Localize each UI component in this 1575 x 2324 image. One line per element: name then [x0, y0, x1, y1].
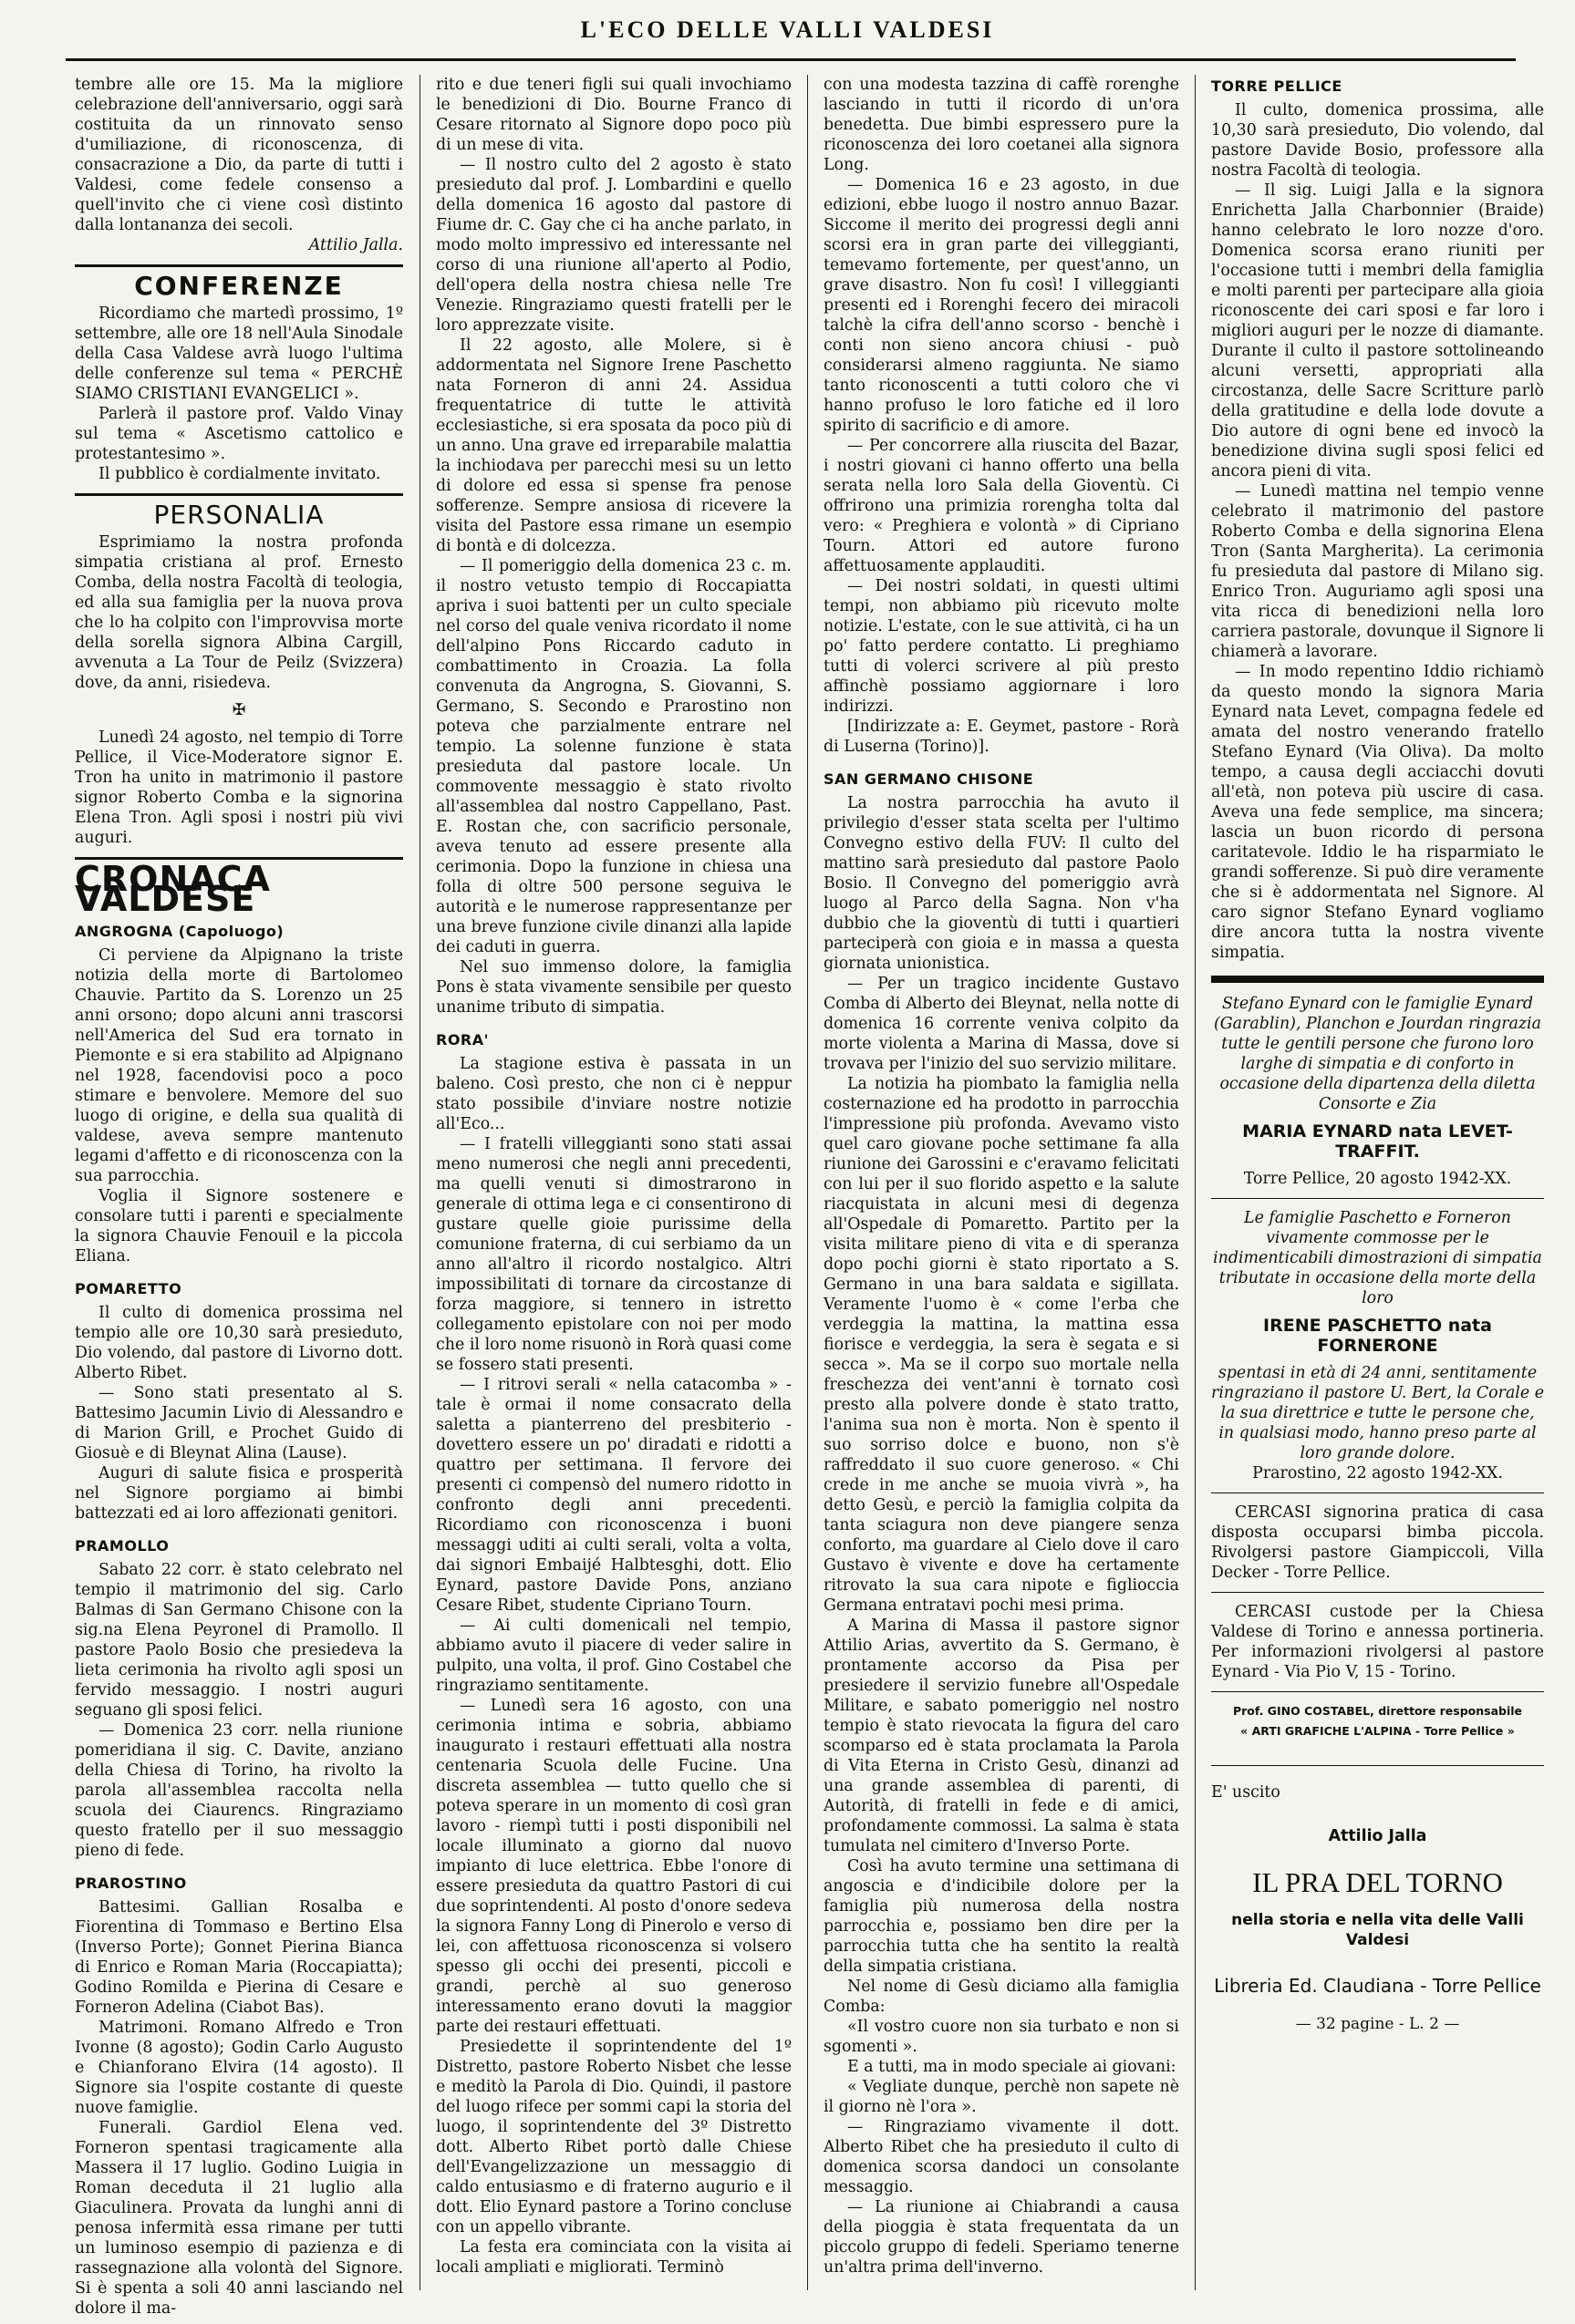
- paragraph: Lunedì 24 agosto, nel tempio di Torre Pellice, il Vice-Moderatore signor E. Tron ha unito in matrimonio il pastore signor Roberto Comba e la signorina Elena Tron. Agli sposi i nostri più vivi auguri.: [75, 728, 403, 847]
- book-publisher: Libreria Ed. Claudiana - Torre Pellice: [1214, 1975, 1541, 1997]
- notice-date: Prarostino, 22 agosto 1942-XX.: [1252, 1464, 1503, 1482]
- paragraph: La nostra parrocchia ha avuto il privilegio d'esser stata scelta per l'ultimo Convegno estivo della FUV: Il culto del mattino sarà presieduto dal pastore Paolo Bosio. Il Convegno del pomeriggio avrà luogo al Parco della Sagna. Non v'ha dubbio che la gioventù di tutti i quartieri parteciperà con gioia e in massa a questa giornata unionistica.: [824, 794, 1179, 973]
- cross-icon: ✠: [232, 701, 246, 719]
- notice-name: IRENE PASCHETTO nata FORNERONE: [1263, 1316, 1492, 1356]
- paragraph: [Indirizzate a: E. Geymet, pastore - Rorà di Luserna (Torino)].: [824, 718, 1179, 756]
- imprint-printer: « ARTI GRAFICHE L'ALPINA - Torre Pellice »: [1240, 1724, 1515, 1738]
- paragraph: Il culto di domenica prossima nel tempio alle ore 10,30 sarà presieduto, Dio volendo, dal pastore di Livorno dott. Alberto Ribet.: [75, 1304, 403, 1382]
- rule: [75, 493, 403, 496]
- paragraph: Nel nome di Gesù diciamo alla famiglia Comba:: [824, 1978, 1179, 2016]
- notice-date: Torre Pellice, 20 agosto 1942-XX.: [1243, 1170, 1512, 1188]
- paragraph: Il pubblico è cordialmente invitato.: [98, 465, 381, 483]
- paragraph: — Il pomeriggio della domenica 23 c. m. il nostro vetusto tempio di Roccapiatta apriva i suoi battenti per un culto speciale nel corso del quale veniva ricordato il nome dell'alpino Pons Riccardo caduto in combattimento in Croazia. La folla convenuta da Angrogna, S. Giovanni, S. Germano, S. Secondo e Prarostino non poteva che parzialmente entrare nel tempio. La solenne funzione è stata presieduta dal pastore locale. Un commovente messaggio è stato rivolto all'assemblea dal nostro Cappellano, Past. E. Rostan che, con sacrificio personale, aveva tenuto ad essere presente alla cerimonia. Dopo la funzione in chiesa una folla di oltre 500 persone seguiva le autorità e le numerose rappresentanze per una breve funzione civile dinanzi alla lapide dei caduti in guerra.: [436, 557, 792, 956]
- paragraph: Parlerà il pastore prof. Valdo Vinay sul tema « Ascetismo cattolico e protestantesimo ».: [75, 405, 403, 463]
- paragraph: — I ritrovi serali « nella catacomba » - tale è ormai il nome consacrato della saletta a pianterreno del presbiterio - dovettero essere un po' diradati e ridotti a quattro per settimana. Il fervore dei presenti ci compensò del numero ridotto in confronto degli anni precedenti. Ricordiamo con riconoscenza i buoni messaggi uditi ai culti serali, volta a volta, dai signori Embaijé Halbtesghi, dott. Elio Eynard, pastore Davide Pons, anziano Cesare Ribet, studente Cipriano Tourn.: [436, 1376, 792, 1615]
- column-divider: [807, 75, 808, 2290]
- paragraph: « Vegliate dunque, perchè non sapete nè il giorno nè l'ora ».: [824, 2078, 1179, 2116]
- paragraph: Funerali. Gardiol Elena ved. Forneron spentasi tragicamente alla Massera il 17 luglio. Godino Luigia in Roman deceduta il 21 luglio alla Giaculinera. Provata da lunghi anni di penosa infermità essa rimane per tutti un luminoso esempio di pazienza e di rassegnazione alla volontà del Signore. Si è spenta a soli 40 anni lasciando nel dolore il ma-: [75, 2119, 403, 2318]
- paragraph: Sabato 22 corr. è stato celebrato nel tempio il matrimonio del sig. Carlo Balmas di San Germano Chisone con la sig.na Elena Peyronel di Pramollo. Il pastore Paolo Bosio che presiedeva la lieta cerimonia ha rivolto agli sposi un fervido messaggio. I nostri auguri seguano gli sposi felici.: [75, 1561, 403, 1720]
- thanks-notice-eynard: [1211, 994, 1544, 1189]
- rule: [1211, 1198, 1544, 1199]
- paragraph: — Lunedì mattina nel tempio venne celebrato il matrimonio del pastore Roberto Comba e della signorina Elena Tron (Santa Margherita). La cerimonia fu presieduta dal pastore di Milano sig. Enrico Tron. Auguriamo agli sposi una vita ricca di benedizioni nella loro carriera pastorale, dovunque il Signore li chiamerà a lavorare.: [1211, 482, 1544, 661]
- paragraph: — Ai culti domenicali nel tempio, abbiamo avuto il piacere di veder salire in pulpito, una volta, il prof. Gino Costabel che ringraziamo sentitamente.: [436, 1616, 792, 1695]
- paragraph: La notizia ha piombato la famiglia nella costernazione ed ha prodotto in parrocchia l'impressione più profonda. Avevamo visto quel caro giovane poche settimane fa alla riunione dei Garossini e c'eravamo felicitati con lui per il suo florido aspetto e la salute riacquistata in alcuni mesi di degenza all'Ospedale di Pomaretto. Partito per la visita militare pieno di vita e di speranza dopo pochi giorni è stato riportato a S. Germano in una bara saldata e sigillata. Veramente l'uomo è « come l'erba che verdeggia la mattina, la mattina essa fiorisce e verdeggia, la sera è segata e si secca ». Ma se il corpo suo mortale nella freschezza dei vent'anni è tornato così presto alla polvere donde è stato tratto, l'anima sua non è morta. Non è spento il suo sorriso dolce e buono, non s'è raffreddato il suo cuore generoso. « Chi crede in me anche se muoia vivrà », ha detto Gesù, e perciò la famiglia colpita da tanta sciagura non deve piangere senza conforto, ma guardare al Cielo dove il caro Gustavo è vivente e dove ha certamente ritrovato la sua cara nipote e figlioccia Germana entratavi pochi mesi prima.: [824, 1075, 1179, 1615]
- notice-text: Le famiglie Paschetto e Forneron vivamente commosse per le indimenticabili dimostrazioni di simpatia tributate in occasione della morte della loro: [1213, 1209, 1542, 1307]
- classified-ad: CERCASI signorina pratica di casa disposta occuparsi bimba piccola. Rivolgersi pastore Giampiccoli, Villa Decker - Torre Pellice.: [1211, 1503, 1544, 1582]
- paragraph: Ricordiamo che martedì prossimo, 1º settembre, alle ore 18 nell'Aula Sinodale della Casa Valdese avrà luogo l'ultima delle conferenze sul tema « PERCHÈ SIAMO CRISTIANI EVANGELICI ».: [75, 305, 403, 403]
- paragraph: E a tutti, ma in modo speciale ai giovani:: [847, 2058, 1176, 2076]
- column-4: [1211, 75, 1544, 2299]
- masthead-rule: [66, 58, 1516, 61]
- book-ad-intro: E' uscito: [1211, 1783, 1280, 1802]
- column-divider: [1195, 75, 1196, 2290]
- imprint-director: Prof. GINO COSTABEL, direttore responsabile: [1232, 1704, 1523, 1718]
- paragraph: — I fratelli villeggianti sono stati assai meno numerosi che negli anni precedenti, ma quelli venuti si dimostrarono in generale di ottima lega e ci consentirono di gustare quelle gioie purissime della comunione fraterna, di cui serbiamo da un anno all'altro il ricordo nostalgico. Altri impossibilitati di tornare da circostanze di forza maggiore, si tennero in istretto collegamento epistolare con noi per modo che il loro nome risuonò in Rorà quasi come se fossero stati presenti.: [436, 1135, 792, 1374]
- paragraph: — Per concorrere alla riuscita del Bazar, i nostri giovani ci hanno offerto una bella serata nella loro Sala della Gioventù. Ci offrirono una primizia rorengha tolta dal vero: « Preghiera e volontà » di Cipriano Tourn. Attori ed autore furono affettuosamente applauditi.: [824, 437, 1179, 575]
- column-3: [824, 75, 1179, 2299]
- paragraph: — Domenica 16 e 23 agosto, in due edizioni, ebbe luogo il nostro annuo Bazar. Siccome il merito dei progressi degli anni scorsi era in gran parte dei villeggianti, temevamo fortemente, per quest'anno, un grave disastro. Non fu così! I villeggianti presenti ed i Rorenghi fecero dei miracoli talchè la cifra dell'anno scorso - benchè i conti non sieno ancora chiusi - può considerarsi almeno raggiunta. Ne siamo tanto riconoscenti a tutti coloro che vi hanno profuso le loro fatiche ed il loro spirito di sacrificio e di amore.: [824, 176, 1179, 435]
- intro-paragraph: tembre alle ore 15. Ma la migliore celebrazione dell'anniversario, oggi sarà costituita da un rinnovato senso d'umiliazione, di riconoscenza, di consacrazione a Dio, da parte di tutti i Valdesi, come fedele consenso a quell'invito che ci viene così distinto dalla lontananza dei secoli.: [75, 76, 403, 234]
- paragraph: rito e due teneri figli sui quali invochiamo le benedizioni di Dio. Bourne Franco di Cesare ritornato al Signore dopo poco più di un mese di vita.: [436, 76, 792, 154]
- rule: [1211, 976, 1544, 983]
- paragraph: — Per un tragico incidente Gustavo Comba di Alberto dei Bleynat, nella notte di domenica 16 corrente veniva colpito da morte violenta a Marina di Massa, dove si trovava per l'inizio del suo servizio militare.: [824, 975, 1179, 1073]
- paragraph: La festa era cominciata con la visita ai locali ampliati e migliorati. Terminò: [436, 2238, 792, 2277]
- paragraph: Matrimoni. Romano Alfredo e Tron Ivonne (8 agosto); Godin Carlo Augusto e Chianforano Elvira (14 agosto). Il Signore sia l'ospite costante di queste nuove famiglie.: [75, 2019, 403, 2117]
- subhead-torre-pellice: TORRE PELLICE: [1211, 77, 1342, 95]
- paragraph: — Sono stati presentato al S. Battesimo Jacumin Livio di Alessandro e di Marion Grill, e Prochet Guido di Giosuè e di Bleynat Alina (Lause).: [75, 1384, 403, 1462]
- masthead: L'ECO DELLE VALLI VALDESI: [580, 16, 995, 43]
- subhead-prarostino: PRAROSTINO: [75, 1875, 187, 1892]
- paragraph: Auguri di salute fisica e prosperità nel Signore porgiamo ai bimbi battezzati ed ai loro affezionati genitori.: [75, 1464, 403, 1523]
- paragraph: — Domenica 23 corr. nella riunione pomeridiana il sig. C. Davite, anziano della Chiesa di Torino, ha rivolto la parola all'assemblea raccolta nella scuola dei Ciaurencs. Ringraziamo questo fratello per il suo messaggio pieno di fede.: [75, 1721, 403, 1860]
- notice-text: spentasi in età di 24 anni, sentitamente ringraziano il pastore U. Bert, la Corale e la sua direttrice e tutte le persone che, in qualsiasi modo, hanno preso parte al loro grande dolore.: [1211, 1364, 1544, 1462]
- book-subtitle: nella storia e nella vita delle Valli Valdesi: [1231, 1911, 1524, 1949]
- paragraph: — Il sig. Luigi Jalla e la signora Enrichetta Jalla Charbonnier (Braide) hanno celebrato le loro nozze d'oro. Domenica scorsa erano riuniti per l'occasione tutti i membri della famiglia e molti parenti per partecipare alla gioia riconoscente dei cari sposi e far loro i migliori auguri per le nozze di diamante. Durante il culto il pastore sottolineando alcuni versetti, appropriati alla circostanza, delle Sacre Scritture parlò della gratitudine e della lode dovute a Dio autore di ogni bene ed invocò la benedizione divina sugli sposi felici ed ancora pieni di vita.: [1211, 181, 1544, 480]
- subhead-san-germano: SAN GERMANO CHISONE: [824, 770, 1034, 788]
- rule: [1211, 1765, 1544, 1766]
- paragraph: A Marina di Massa il pastore signor Attilio Arias, avvertito da S. Germano, è prontamente accorso da Pisa per presiedere il servizio funebre all'Ospedale Militare, e sabato pomeriggio nel nostro tempio è stato rievocata la figura del caro scomparso ed è stata proclamata la Parola di Vita Eterna in Cristo Gesù, dinanzi ad una grande assemblea di parenti, di Autorità, di fratelli in fede e di amici, profondamente commossi. La salma è stata tumulata nel cimitero d'Inverso Porte.: [824, 1616, 1179, 1855]
- book-title: IL PRA DEL TORNO: [1252, 1866, 1503, 1898]
- rule: [1211, 1592, 1544, 1593]
- column-2: [436, 75, 792, 2299]
- paragraph: Voglia il Signore sostenere e consolare tutti i parenti e specialmente la signora Chauvie Fenouil e la piccola Eliana.: [75, 1187, 403, 1265]
- section-title-conferenze: CONFERENZE: [134, 271, 344, 301]
- thanks-notice-paschetto: [1211, 1208, 1544, 1483]
- paragraph: — Dei nostri soldati, in questi ultimi tempi, non abbiamo più ricevuto molte notizie. L'estate, con le sue attività, ci ha un po' fatto perdere contatto. Li preghiamo tutti di volerci scrivere al più presto affinchè possiamo aggiornare i loro indirizzi.: [824, 577, 1179, 716]
- paragraph: Così ha avuto termine una settimana di angoscia e d'indicibile dolore per la famiglia più numerosa della nostra parrocchia e, possiamo ben dire per la parrocchia tutta che ha sentito la realtà della simpatia cristiana.: [824, 1857, 1179, 1976]
- paragraph: con una modesta tazzina di caffè rorenghe lasciando in tutti il ricordo di un'ora benedetta. Due bimbi espressero pure la riconoscenza dei loro coetanei alla signora Long.: [824, 76, 1179, 174]
- subhead-pramollo: PRAMOLLO: [75, 1537, 170, 1554]
- paragraph: — La riunione ai Chiabrandi a causa della pioggia è stata frequentata da un piccolo gruppo di fedeli. Speriamo tenerne un'altra prima dell'inverno.: [824, 2198, 1179, 2277]
- paragraph: La stagione estiva è passata in un baleno. Così presto, che non ci è neppur stato possibile d'inviare nostre notizie all'Eco...: [436, 1055, 792, 1133]
- paragraph: «Il vostro cuore non sia turbato e non si sgomenti ».: [824, 2018, 1179, 2056]
- intro-signature: Attilio Jalla.: [308, 236, 403, 254]
- paragraph: Nel suo immenso dolore, la famiglia Pons è stata vivamente sensibile per questo unanime tributo di simpatia.: [436, 958, 792, 1017]
- paragraph: Esprimiamo la nostra profonda simpatia cristiana al prof. Ernesto Comba, della nostra Facoltà di teologia, ed alla sua famiglia per la nuova prova che lo ha colpito con l'improvvisa morte della sorella signora Albina Cargill, avvenuta a La Tour de Peilz (Svizzera) dove, da anni, risiedeva.: [75, 533, 403, 692]
- notice-text: Stefano Eynard con le famiglie Eynard (Garablin), Planchon e Jourdan ringrazia tutte le gentili persone che furono loro larghe di simpatia e di conforto in occasione della dipartenza della diletta Consorte e Zia: [1214, 995, 1541, 1113]
- paragraph: Il 22 agosto, alle Molere, si è addormentata nel Signore Irene Paschetto nata Forneron di anni 24. Assidua frequentatrice di tutte le attività ecclesiastiche, si era sposata da poco più di un anno. Una grave ed irreparabile malattia la inchiodava per parecchi mesi su un letto di dolore ed essa si spense fra penose sofferenze. Sempre ansiosa di ricevere la visita del Pastore essa rimane un esempio di bontà e di dolcezza.: [436, 336, 792, 555]
- subhead-rora: RORA': [436, 1031, 490, 1048]
- paragraph: Ci perviene da Alpignano la triste notizia della morte di Bartolomeo Chauvie. Partito da S. Lorenzo un 25 anni orsono; dopo alcuni anni trascorsi nell'America del Sud era tornato in Piemonte e si era stabilito ad Alpignano nel 1928, facendovisi poco a poco stimare e benvolere. Memore del suo luogo di origine, e della sua qualità di valdese, aveva sempre mantenuto legami d'affetto e di riconoscenza con la sua parrocchia.: [75, 946, 403, 1185]
- section-title-personalia: PERSONALIA: [153, 500, 325, 530]
- paragraph: Il culto, domenica prossima, alle 10,30 sarà presieduto, Dio volendo, dal pastore Davide Bosio, professore alla nostra Facoltà di teologia.: [1211, 101, 1544, 180]
- column-1: [75, 75, 403, 2318]
- paragraph: — Lunedì sera 16 agosto, con una cerimonia intima e sobria, abbiamo inaugurato i restauri effettuati alla nostra centenaria Scuola delle Fucine. Una discreta assemblea — tutto quello che si poteva sperare in un momento di così gran lavoro - riempì tutti i posti disponibili nel locale illuminato a giorno dal nuovo impianto di luce elettrica. Ebbe l'onore di essere presieduta da quattro Pastori di cui due soprintendenti. Al posto d'onore sedeva la signora Fanny Long di Pinerolo e verso di lei, con affettuosa riconoscenza si volsero spesso gli occhi dei presenti, piccoli e grandi, perchè al suo generoso interessamento erano dovuti la maggior parte dei restauri effettuati.: [436, 1697, 792, 2036]
- paragraph: Presiedette il soprintendente del 1º Distretto, pastore Roberto Nisbet che lesse e meditò la Parola di Dio. Quindi, il pastore del luogo rifece per sommi capi la storia del luogo, il soprintendente del 3º Distretto dott. Alberto Ribet portò dalle Chiese dell'Evangelizzazione un messaggio di caldo entusiasmo e di fraterno augurio e il dott. Elio Eynard pastore a Torino concluse con un appello vibrante.: [436, 2038, 792, 2236]
- subhead-pomaretto: POMARETTO: [75, 1280, 182, 1297]
- rule: [1211, 1691, 1544, 1692]
- rule: [75, 264, 403, 267]
- book-author: Attilio Jalla: [1328, 1827, 1427, 1845]
- subhead-angrogna: ANGROGNA (Capoluogo): [75, 923, 285, 940]
- paragraph: — Il nostro culto del 2 agosto è stato presieduto dal prof. J. Lombardini e quello della domenica 16 agosto dal pastore di Fiume dr. C. Gay che ci ha anche parlato, in modo molto impressivo ed interessante nel corso di una riunione all'aperto al Podio, dell'opera della nostra chiesa nelle Tre Venezie. Ringraziamo questi fratelli per le loro apprezzate visite.: [436, 156, 792, 335]
- paragraph: — In modo repentino Iddio richiamò da questo mondo la signora Maria Eynard nata Levet, compagna fedele ed amata del nostro venerando fratello Stefano Eynard (Via Oliva). Da molto tempo, a causa degli acciacchi dovuti all'età, non poteva più uscire di casa. Aveva una fede semplice, ma sincera; lascia un buon ricordo di persona caritatevole. Iddio le ha risparmiato le grandi sofferenze. Si può dire veramente che si è addormentata nel Signore. Al caro signor Stefano Eynard vogliamo dire ancora tutta la nostra vivente simpatia.: [1211, 663, 1544, 962]
- paragraph: Battesimi. Gallian Rosalba e Fiorentina di Tommaso e Bertino Elsa (Inverso Porte); Gonnet Pierina Bianca di Enrico e Roman Maria (Roccapiatta); Godino Romilda e Pierina di Cesare e Forneron Adelina (Ciabot Bas).: [75, 1898, 403, 2017]
- book-price: — 32 pagine - L. 2 —: [1295, 2015, 1460, 2033]
- section-title-cronaca: CRONACA VALDESE: [75, 859, 271, 919]
- paragraph: — Ringraziamo vivamente il dott. Alberto Ribet che ha presieduto il culto di domenica scorsa dandoci un consolante messaggio.: [824, 2118, 1179, 2196]
- notice-name: MARIA EYNARD nata LEVET-TRAFFIT.: [1242, 1121, 1513, 1162]
- classified-ad: CERCASI custode per la Chiesa Valdese di Torino e annessa portineria. Per informazioni rivolgersi al pastore Eynard - Via Pio V, 15 - Torino.: [1211, 1603, 1544, 1681]
